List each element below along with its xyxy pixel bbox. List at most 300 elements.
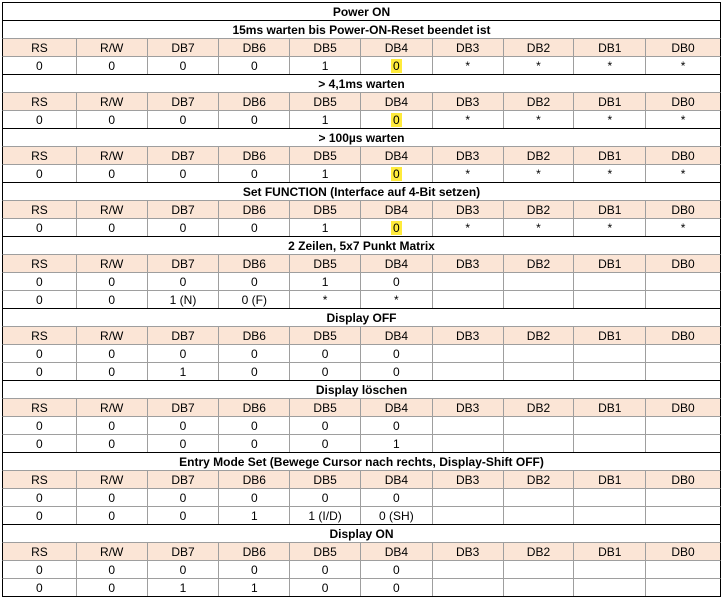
table-cell-text: 0 [108,346,116,361]
column-header-text: DB7 [171,148,195,163]
column-header-text: DB3 [456,472,480,487]
column-header [433,327,504,344]
column-header [290,471,361,488]
column-header [219,327,290,344]
table-cell [433,165,504,182]
table-cell-text: 0 [179,220,187,235]
column-header [77,255,148,272]
table-cell [433,345,504,362]
table-cell-text: 0 [108,112,116,127]
table-cell [361,579,433,596]
table-cell-text: 0 [179,112,187,127]
table-cell-text: * [536,58,541,73]
table-cell [361,165,433,182]
table-row [2,506,721,524]
column-header-text: DB0 [671,544,695,559]
table-cell [3,435,77,452]
table-cell-text: 0 [321,418,329,433]
table-cell [574,111,646,128]
table-cell [646,219,720,236]
table-cell [3,291,77,308]
column-header [219,93,290,110]
table-cell-text: * [680,58,686,73]
table-cell [148,111,220,128]
column-header-text: DB3 [456,328,480,343]
section-title: 15ms warten bis Power-ON-Reset beendet ist [2,20,721,38]
column-header-text: DB2 [526,40,551,55]
column-header [574,399,646,416]
table-cell-text: 1 [321,166,329,181]
table-cell [574,165,646,182]
table-cell-text: 0 [250,112,258,127]
table-cell-text: 0 [36,508,43,523]
table-cell-text: 1 [321,112,329,127]
table-cell [219,273,290,290]
table-cell-text: 0 [36,490,43,505]
column-header [77,39,148,56]
column-header [148,147,220,164]
table-cell [219,111,290,128]
table-cell [77,417,148,434]
table-cell [148,291,220,308]
table-cell [574,273,646,290]
table-cell [3,219,77,236]
table-cell [3,165,77,182]
column-header [361,93,433,110]
table-cell-text: 0 [250,220,258,235]
table-cell [77,435,148,452]
table-cell-text: 0 [108,58,116,73]
table-cell [433,363,504,380]
table-cell [574,345,646,362]
column-header-text: DB7 [171,472,195,487]
column-header-row [2,398,721,416]
column-header-text: DB6 [242,544,266,559]
table-cell-text: * [680,220,686,235]
table-cell [3,111,77,128]
table-cell [646,165,720,182]
table-cell [290,417,361,434]
column-header [3,327,77,344]
table-cell-text: 0 [250,418,258,433]
table-cell [77,363,148,380]
table-cell-text: * [680,112,686,127]
column-header-text: R/W [100,94,124,109]
table-cell [433,489,504,506]
column-header-text: DB6 [242,472,266,487]
column-header [574,39,646,56]
table-cell [290,561,361,578]
table-cell [219,435,290,452]
table-cell [77,291,148,308]
table-cell [77,111,148,128]
table-cell [646,273,720,290]
column-header [646,93,720,110]
table-cell [148,219,220,236]
table-cell [433,507,504,524]
table-row [2,290,721,308]
column-header [148,39,220,56]
table-cell [574,489,646,506]
table-cell [148,561,220,578]
table-cell [219,219,290,236]
table-cell-text: * [607,112,613,127]
table-cell [574,579,646,596]
table-cell [504,291,575,308]
column-header [504,39,575,56]
column-header-text: R/W [100,472,124,487]
table-cell-text: 0 [108,508,116,523]
column-header-row [2,200,721,218]
column-header-text: DB0 [671,94,695,109]
table-cell-text: 0 (SH) [379,508,414,523]
section-title: Display löschen [2,380,721,398]
column-header [646,327,720,344]
column-header-text: DB0 [671,40,695,55]
column-header-text: DB7 [171,202,195,217]
column-header-text: DB4 [384,94,409,109]
table-cell-text: 1 [321,58,329,73]
section-title: Set FUNCTION (Interface auf 4-Bit setzen) [2,182,721,200]
table-cell-text: 0 [250,166,258,181]
table-cell [219,489,290,506]
table-cell-text: 0 [36,220,43,235]
table-row [2,362,721,380]
table-cell [504,507,575,524]
table-cell-text: 1 [250,580,258,595]
column-header [3,471,77,488]
section-title: 2 Zeilen, 5x7 Punkt Matrix [2,236,721,254]
table-cell [574,363,646,380]
table-row [2,164,721,182]
table-cell [646,435,720,452]
table-cell [290,489,361,506]
column-header [504,201,575,218]
table-cell [3,417,77,434]
column-header [433,147,504,164]
column-header-text: DB7 [171,400,195,415]
table-cell [148,345,220,362]
table-cell [290,111,361,128]
column-header-text: DB2 [526,202,551,217]
table-cell [504,489,575,506]
table-cell [3,363,77,380]
table-cell-text: * [607,166,613,181]
column-header-text: DB4 [384,202,409,217]
table-cell-text: 0 [179,166,187,181]
table-cell [148,165,220,182]
column-header [574,93,646,110]
column-header-text: DB5 [313,328,337,343]
column-header [77,543,148,560]
table-row [2,110,721,128]
table-cell-text: 0 [250,562,258,577]
table-cell [433,579,504,596]
column-header [574,543,646,560]
column-header [504,93,575,110]
column-header [219,399,290,416]
table-row [2,578,721,596]
table-cell [219,363,290,380]
column-header [219,201,290,218]
column-header [148,327,220,344]
table-cell [574,291,646,308]
column-header-row [2,470,721,488]
table-cell-text: 0 [321,346,329,361]
table-cell [574,57,646,74]
column-header-text: DB7 [171,544,195,559]
table-row [2,416,721,434]
table-cell-text: 0 [108,562,116,577]
table-cell [77,165,148,182]
column-header-text: RS [31,256,48,271]
column-header-row [2,542,721,560]
table-cell [504,345,575,362]
column-header-text: DB0 [671,400,695,415]
table-cell-text: 0 [321,364,329,379]
table-cell-text: * [394,292,399,307]
table-row [2,434,721,452]
column-header [3,93,77,110]
column-header [219,147,290,164]
table-cell-text: 0 [36,364,43,379]
table-cell-text: 0 [393,112,400,127]
column-header-text: DB6 [242,400,266,415]
table-cell-text: 0 [393,562,400,577]
column-header-text: DB5 [313,202,337,217]
column-header [148,399,220,416]
table-cell [148,57,220,74]
column-header [290,39,361,56]
column-header-text: DB1 [598,328,622,343]
table-cell-text: 0 (F) [241,292,267,307]
table-cell [504,561,575,578]
table-cell [433,417,504,434]
column-header-text: DB2 [526,544,551,559]
column-header [504,543,575,560]
column-header [219,543,290,560]
table-cell-text: * [680,166,686,181]
table-cell [77,489,148,506]
column-header-text: DB5 [313,94,337,109]
column-header [77,471,148,488]
table-cell-text: 1 [179,364,187,379]
column-header-text: RS [31,400,48,415]
table-cell [3,561,77,578]
table-cell [646,111,720,128]
column-header [361,399,433,416]
column-header-text: DB3 [456,400,480,415]
table-cell-text: 0 [108,418,116,433]
table-cell [77,219,148,236]
column-header [290,543,361,560]
column-header-text: DB6 [242,328,266,343]
column-header [3,147,77,164]
table-cell-text: 0 [108,436,116,451]
column-header-text: DB1 [598,472,622,487]
column-header [219,39,290,56]
table-cell-text: 0 [179,436,187,451]
table-cell [290,273,361,290]
table-cell [504,579,575,596]
table-cell-text: * [536,166,541,181]
column-header-text: DB4 [384,256,409,271]
table-cell-text: 0 [179,562,187,577]
table-cell [148,273,220,290]
table-cell-text: * [465,166,471,181]
table-cell [646,507,720,524]
column-header-text: DB0 [671,256,695,271]
table-cell [361,273,433,290]
column-header [290,93,361,110]
column-header [433,399,504,416]
table-cell-text: 0 [393,490,400,505]
table-row [2,56,721,74]
section-title: Display ON [2,524,721,542]
column-header-text: DB7 [171,328,195,343]
table-cell [504,165,575,182]
column-header-text: DB5 [313,544,337,559]
table-row [2,218,721,236]
table-cell-text: 0 [179,508,187,523]
table-row [2,344,721,362]
table-cell-text: 0 [250,364,258,379]
column-header [219,471,290,488]
column-header [148,543,220,560]
table-cell-text: 0 [321,562,329,577]
column-header [433,39,504,56]
table-cell [361,417,433,434]
column-header [433,93,504,110]
table-cell [219,417,290,434]
column-header-text: DB6 [242,148,266,163]
table-cell [77,57,148,74]
table-row [2,560,721,578]
table-cell [290,57,361,74]
column-header [77,399,148,416]
table-cell [3,507,77,524]
table-cell [504,273,575,290]
table-cell-text: 1 [250,508,258,523]
section-title: Entry Mode Set (Bewege Cursor nach rechts, Display-Shift OFF) [2,452,721,470]
table-cell-text: 0 [393,166,400,181]
column-header [646,255,720,272]
column-header-text: DB6 [242,202,266,217]
section-title: Power ON [2,2,721,20]
section-title: Display OFF [2,308,721,326]
table-cell [77,345,148,362]
table-cell [361,219,433,236]
column-header [148,255,220,272]
column-header [290,201,361,218]
column-header [646,399,720,416]
column-header-text: DB0 [671,202,695,217]
table-cell-text: 1 [179,580,187,595]
column-header [77,201,148,218]
table-cell-text: 0 [36,346,43,361]
table-cell [290,507,361,524]
column-header [574,471,646,488]
table-cell [3,273,77,290]
table-cell-text: 0 [108,166,116,181]
column-header-text: DB0 [671,148,695,163]
table-cell [290,363,361,380]
table-cell [77,507,148,524]
table-cell [646,561,720,578]
table-cell [219,561,290,578]
table-cell-text: 0 [36,436,43,451]
column-header [504,399,575,416]
table-cell-text: * [465,220,471,235]
table-cell [148,435,220,452]
column-header [361,201,433,218]
table-cell [361,489,433,506]
table-cell-text: 1 (N) [169,292,197,307]
column-header-text: R/W [100,544,124,559]
table-cell [290,291,361,308]
column-header [361,147,433,164]
table-cell [148,507,220,524]
column-header [290,327,361,344]
column-header [433,255,504,272]
column-header [3,201,77,218]
table-cell [361,291,433,308]
column-header-row [2,146,721,164]
table-cell [3,489,77,506]
column-header-text: RS [31,94,48,109]
table-cell [504,435,575,452]
table-cell [361,57,433,74]
column-header-text: DB4 [384,148,409,163]
table-cell [361,345,433,362]
table-cell [290,165,361,182]
table-cell [290,345,361,362]
column-header-text: R/W [100,328,124,343]
column-header-text: DB4 [384,400,409,415]
column-header [361,255,433,272]
column-header-text: DB2 [526,328,551,343]
column-header-text: DB5 [313,40,337,55]
table-cell-text: 0 [108,490,116,505]
column-header-text: DB7 [171,256,195,271]
column-header-text: DB1 [598,544,622,559]
table-cell [219,57,290,74]
table-cell-text: 0 [36,112,43,127]
table-cell [433,111,504,128]
table-cell-text: 0 [393,220,400,235]
column-header-row [2,326,721,344]
column-header-text: DB1 [598,94,622,109]
table-cell-text: 0 [393,418,400,433]
column-header-text: RS [31,202,48,217]
table-cell [646,363,720,380]
column-header [3,39,77,56]
table-cell-text: * [607,220,613,235]
column-header-text: DB2 [526,472,551,487]
table-cell-text: 1 [393,436,400,451]
table-cell-text: 1 [321,274,329,289]
table-cell [148,417,220,434]
column-header [433,543,504,560]
table-cell [646,291,720,308]
table-cell [361,111,433,128]
table-cell [219,291,290,308]
column-header [646,39,720,56]
table-cell [361,435,433,452]
table-cell-text: * [465,112,471,127]
table-cell-text: 0 [36,58,43,73]
table-cell-text: 0 [179,418,187,433]
